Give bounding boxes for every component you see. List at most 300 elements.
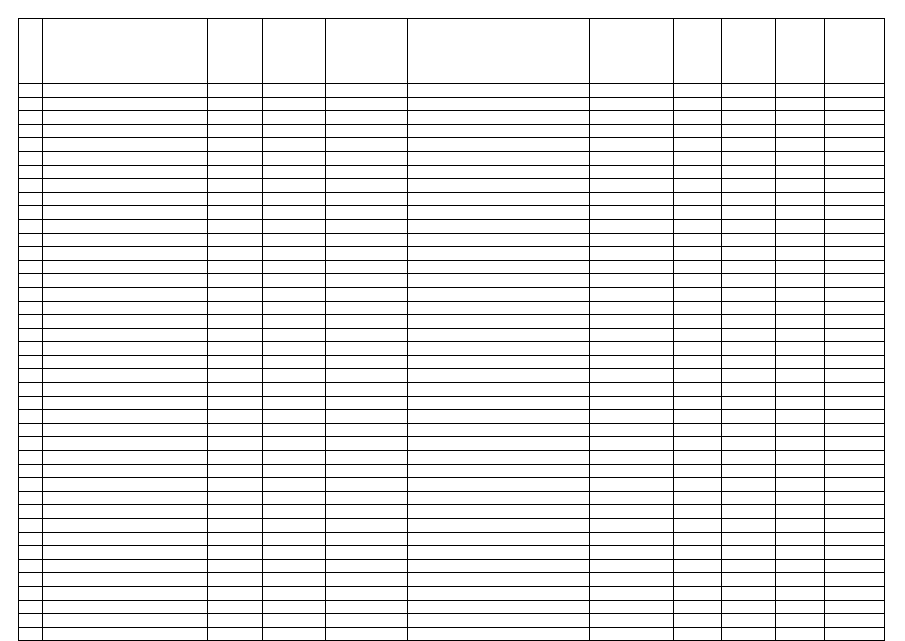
table-row <box>19 532 885 546</box>
cell-cadastral-number <box>263 165 326 179</box>
cell-location <box>43 328 208 342</box>
cell-location <box>43 233 208 247</box>
header-cadastral-value <box>825 19 885 84</box>
cell-location <box>43 111 208 125</box>
cell-cadastral-number <box>263 451 326 465</box>
cell-upks <box>776 519 825 533</box>
cell-permitted-use <box>408 437 590 451</box>
cell-cadastral-value <box>825 559 885 573</box>
cell-cadastral-number <box>263 396 326 410</box>
cell-number <box>19 328 43 342</box>
cell-cadastral-number <box>263 247 326 261</box>
cell-number <box>19 410 43 424</box>
cell-area <box>722 287 776 301</box>
cell-permitted-use <box>408 383 590 397</box>
cell-upks <box>776 396 825 410</box>
table-row <box>19 192 885 206</box>
cell-district <box>208 165 263 179</box>
cell-area <box>722 519 776 533</box>
cell-permitted-use <box>408 586 590 600</box>
cell-permitted-use <box>408 478 590 492</box>
cell-area <box>722 573 776 587</box>
table-body <box>19 84 885 641</box>
cell-upks <box>776 383 825 397</box>
cell-type-code <box>674 369 722 383</box>
cell-area <box>722 410 776 424</box>
cell-cadastral-value <box>825 396 885 410</box>
cell-number <box>19 219 43 233</box>
cell-area <box>722 478 776 492</box>
cell-land-category <box>326 219 408 233</box>
cell-type-code <box>674 437 722 451</box>
cell-location <box>43 383 208 397</box>
cell-cadastral-value <box>825 451 885 465</box>
cell-permitted-use <box>408 546 590 560</box>
cell-permitted-use <box>408 287 590 301</box>
cell-district <box>208 97 263 111</box>
cell-use-code <box>590 383 674 397</box>
cell-use-code <box>590 437 674 451</box>
cell-cadastral-value <box>825 111 885 125</box>
cell-number <box>19 124 43 138</box>
cell-location <box>43 192 208 206</box>
cell-district <box>208 491 263 505</box>
table-row <box>19 97 885 111</box>
cell-use-code <box>590 464 674 478</box>
cell-cadastral-number <box>263 124 326 138</box>
cell-cadastral-value <box>825 328 885 342</box>
cell-cadastral-value <box>825 84 885 98</box>
cell-cadastral-value <box>825 233 885 247</box>
table-row <box>19 437 885 451</box>
cell-permitted-use <box>408 233 590 247</box>
cell-permitted-use <box>408 423 590 437</box>
cell-use-code <box>590 600 674 614</box>
cell-cadastral-number <box>263 423 326 437</box>
cell-number <box>19 423 43 437</box>
cell-number <box>19 369 43 383</box>
table-row <box>19 287 885 301</box>
cell-land-category <box>326 315 408 329</box>
cell-cadastral-value <box>825 383 885 397</box>
cell-cadastral-value <box>825 464 885 478</box>
cell-permitted-use <box>408 573 590 587</box>
cell-area <box>722 423 776 437</box>
cell-type-code <box>674 586 722 600</box>
cell-land-category <box>326 179 408 193</box>
header-land-category <box>326 19 408 84</box>
cell-use-code <box>590 219 674 233</box>
cell-land-category <box>326 165 408 179</box>
cell-land-category <box>326 260 408 274</box>
cell-district <box>208 614 263 628</box>
cell-use-code <box>590 301 674 315</box>
cell-number <box>19 315 43 329</box>
cell-permitted-use <box>408 342 590 356</box>
cell-cadastral-number <box>263 287 326 301</box>
cell-upks <box>776 532 825 546</box>
cell-district <box>208 559 263 573</box>
cell-district <box>208 260 263 274</box>
cell-upks <box>776 464 825 478</box>
cell-type-code <box>674 97 722 111</box>
cell-number <box>19 287 43 301</box>
table-row <box>19 355 885 369</box>
cell-land-category <box>326 586 408 600</box>
cell-cadastral-number <box>263 478 326 492</box>
cell-type-code <box>674 355 722 369</box>
cell-cadastral-number <box>263 260 326 274</box>
cell-permitted-use <box>408 247 590 261</box>
cell-upks <box>776 478 825 492</box>
cell-type-code <box>674 179 722 193</box>
cell-upks <box>776 600 825 614</box>
cell-cadastral-value <box>825 247 885 261</box>
cell-upks <box>776 423 825 437</box>
cell-location <box>43 627 208 641</box>
cell-land-category <box>326 423 408 437</box>
cell-use-code <box>590 138 674 152</box>
cell-land-category <box>326 233 408 247</box>
cell-upks <box>776 614 825 628</box>
cell-type-code <box>674 165 722 179</box>
cell-permitted-use <box>408 151 590 165</box>
cell-area <box>722 111 776 125</box>
cell-land-category <box>326 151 408 165</box>
cell-cadastral-number <box>263 559 326 573</box>
cell-permitted-use <box>408 451 590 465</box>
cell-area <box>722 138 776 152</box>
cell-type-code <box>674 274 722 288</box>
cell-location <box>43 491 208 505</box>
cell-use-code <box>590 274 674 288</box>
cell-land-category <box>326 491 408 505</box>
cell-type-code <box>674 614 722 628</box>
cell-upks <box>776 138 825 152</box>
cell-location <box>43 301 208 315</box>
cell-location <box>43 410 208 424</box>
cell-permitted-use <box>408 532 590 546</box>
cell-area <box>722 586 776 600</box>
cell-number <box>19 573 43 587</box>
cell-district <box>208 627 263 641</box>
cell-cadastral-value <box>825 151 885 165</box>
cell-upks <box>776 437 825 451</box>
cell-area <box>722 614 776 628</box>
cell-cadastral-number <box>263 614 326 628</box>
header-cadastral-number <box>263 19 326 84</box>
cell-location <box>43 451 208 465</box>
cell-district <box>208 192 263 206</box>
cell-district <box>208 573 263 587</box>
cell-land-category <box>326 559 408 573</box>
cell-cadastral-number <box>263 586 326 600</box>
cell-number <box>19 437 43 451</box>
cell-district <box>208 505 263 519</box>
cell-upks <box>776 124 825 138</box>
cell-use-code <box>590 423 674 437</box>
cell-district <box>208 478 263 492</box>
cell-number <box>19 97 43 111</box>
cell-cadastral-value <box>825 287 885 301</box>
cell-district <box>208 138 263 152</box>
cell-number <box>19 396 43 410</box>
table-row <box>19 423 885 437</box>
cell-location <box>43 287 208 301</box>
cell-upks <box>776 97 825 111</box>
cell-permitted-use <box>408 301 590 315</box>
cell-cadastral-number <box>263 151 326 165</box>
cell-location <box>43 124 208 138</box>
table-row <box>19 451 885 465</box>
cell-type-code <box>674 151 722 165</box>
cell-cadastral-value <box>825 301 885 315</box>
cell-location <box>43 586 208 600</box>
cell-upks <box>776 179 825 193</box>
cell-land-category <box>326 138 408 152</box>
cell-upks <box>776 627 825 641</box>
cell-area <box>722 260 776 274</box>
cell-number <box>19 600 43 614</box>
cell-location <box>43 138 208 152</box>
cell-location <box>43 546 208 560</box>
cell-use-code <box>590 233 674 247</box>
cell-type-code <box>674 519 722 533</box>
cell-area <box>722 369 776 383</box>
table-row <box>19 165 885 179</box>
cell-number <box>19 165 43 179</box>
table-row <box>19 464 885 478</box>
cell-location <box>43 179 208 193</box>
cell-upks <box>776 369 825 383</box>
cell-use-code <box>590 627 674 641</box>
cell-area <box>722 165 776 179</box>
table-row <box>19 396 885 410</box>
cell-cadastral-number <box>263 328 326 342</box>
cell-upks <box>776 573 825 587</box>
table-row <box>19 586 885 600</box>
table-row <box>19 546 885 560</box>
cell-type-code <box>674 328 722 342</box>
cell-district <box>208 410 263 424</box>
cell-area <box>722 301 776 315</box>
cell-upks <box>776 206 825 220</box>
cell-district <box>208 233 263 247</box>
cell-cadastral-value <box>825 369 885 383</box>
cell-area <box>722 233 776 247</box>
cell-number <box>19 247 43 261</box>
cell-location <box>43 274 208 288</box>
cell-area <box>722 315 776 329</box>
cell-use-code <box>590 342 674 356</box>
cell-area <box>722 192 776 206</box>
cell-upks <box>776 287 825 301</box>
cell-permitted-use <box>408 355 590 369</box>
cell-cadastral-number <box>263 111 326 125</box>
cell-type-code <box>674 301 722 315</box>
cell-number <box>19 206 43 220</box>
cell-use-code <box>590 151 674 165</box>
cell-location <box>43 219 208 233</box>
cell-land-category <box>326 287 408 301</box>
land-plots-table <box>18 18 885 641</box>
cell-area <box>722 328 776 342</box>
cell-type-code <box>674 532 722 546</box>
cell-land-category <box>326 546 408 560</box>
cell-number <box>19 111 43 125</box>
cell-area <box>722 464 776 478</box>
cell-cadastral-value <box>825 206 885 220</box>
cell-district <box>208 600 263 614</box>
cell-location <box>43 478 208 492</box>
table-row <box>19 410 885 424</box>
cell-cadastral-number <box>263 505 326 519</box>
cell-cadastral-number <box>263 573 326 587</box>
cell-type-code <box>674 219 722 233</box>
cell-permitted-use <box>408 219 590 233</box>
cell-upks <box>776 274 825 288</box>
cell-use-code <box>590 97 674 111</box>
cell-land-category <box>326 84 408 98</box>
cell-permitted-use <box>408 627 590 641</box>
cell-upks <box>776 151 825 165</box>
cell-cadastral-value <box>825 423 885 437</box>
table-row <box>19 219 885 233</box>
cell-land-category <box>326 369 408 383</box>
cell-location <box>43 573 208 587</box>
cell-land-category <box>326 192 408 206</box>
table-row <box>19 342 885 356</box>
cell-type-code <box>674 111 722 125</box>
cell-area <box>722 396 776 410</box>
cell-upks <box>776 505 825 519</box>
cell-type-code <box>674 342 722 356</box>
cell-cadastral-number <box>263 179 326 193</box>
cell-type-code <box>674 383 722 397</box>
cell-number <box>19 505 43 519</box>
table-row <box>19 233 885 247</box>
cell-district <box>208 342 263 356</box>
cell-land-category <box>326 97 408 111</box>
cell-land-category <box>326 614 408 628</box>
cell-district <box>208 151 263 165</box>
cell-use-code <box>590 505 674 519</box>
cell-land-category <box>326 301 408 315</box>
cell-district <box>208 274 263 288</box>
cell-permitted-use <box>408 124 590 138</box>
cell-district <box>208 383 263 397</box>
cell-permitted-use <box>408 614 590 628</box>
cell-cadastral-value <box>825 519 885 533</box>
cell-cadastral-number <box>263 519 326 533</box>
cell-area <box>722 219 776 233</box>
cell-number <box>19 532 43 546</box>
cell-type-code <box>674 559 722 573</box>
cell-location <box>43 600 208 614</box>
cell-type-code <box>674 627 722 641</box>
cell-district <box>208 519 263 533</box>
cell-permitted-use <box>408 315 590 329</box>
cell-land-category <box>326 206 408 220</box>
cell-area <box>722 505 776 519</box>
cell-use-code <box>590 111 674 125</box>
cell-cadastral-value <box>825 192 885 206</box>
cell-location <box>43 315 208 329</box>
cell-use-code <box>590 451 674 465</box>
cell-cadastral-number <box>263 546 326 560</box>
cell-area <box>722 355 776 369</box>
cell-upks <box>776 315 825 329</box>
cell-permitted-use <box>408 600 590 614</box>
cell-upks <box>776 546 825 560</box>
cell-district <box>208 423 263 437</box>
cell-use-code <box>590 260 674 274</box>
table-row <box>19 573 885 587</box>
cell-number <box>19 342 43 356</box>
cell-permitted-use <box>408 165 590 179</box>
cell-cadastral-number <box>263 355 326 369</box>
cell-permitted-use <box>408 559 590 573</box>
cell-cadastral-number <box>263 491 326 505</box>
cell-area <box>722 532 776 546</box>
cell-permitted-use <box>408 491 590 505</box>
table-row <box>19 627 885 641</box>
cell-permitted-use <box>408 111 590 125</box>
cell-area <box>722 124 776 138</box>
header-upks <box>776 19 825 84</box>
cell-number <box>19 464 43 478</box>
cell-cadastral-value <box>825 138 885 152</box>
cell-cadastral-value <box>825 478 885 492</box>
table-row <box>19 206 885 220</box>
cell-cadastral-number <box>263 301 326 315</box>
cell-use-code <box>590 396 674 410</box>
table-row <box>19 138 885 152</box>
cell-cadastral-number <box>263 464 326 478</box>
cell-location <box>43 437 208 451</box>
cell-cadastral-value <box>825 179 885 193</box>
cell-type-code <box>674 451 722 465</box>
cell-land-category <box>326 573 408 587</box>
cell-use-code <box>590 84 674 98</box>
cell-type-code <box>674 478 722 492</box>
cell-type-code <box>674 423 722 437</box>
cell-location <box>43 355 208 369</box>
cell-location <box>43 532 208 546</box>
cell-area <box>722 546 776 560</box>
table-row <box>19 478 885 492</box>
cell-land-category <box>326 627 408 641</box>
cell-district <box>208 219 263 233</box>
cell-cadastral-value <box>825 491 885 505</box>
cell-area <box>722 84 776 98</box>
cell-area <box>722 600 776 614</box>
cell-cadastral-value <box>825 315 885 329</box>
cell-use-code <box>590 179 674 193</box>
table-row <box>19 179 885 193</box>
cell-location <box>43 464 208 478</box>
cell-area <box>722 451 776 465</box>
cell-number <box>19 451 43 465</box>
cell-number <box>19 301 43 315</box>
cell-cadastral-number <box>263 219 326 233</box>
table-row <box>19 491 885 505</box>
cell-cadastral-number <box>263 627 326 641</box>
cell-upks <box>776 559 825 573</box>
cell-location <box>43 614 208 628</box>
cell-upks <box>776 342 825 356</box>
cell-type-code <box>674 573 722 587</box>
